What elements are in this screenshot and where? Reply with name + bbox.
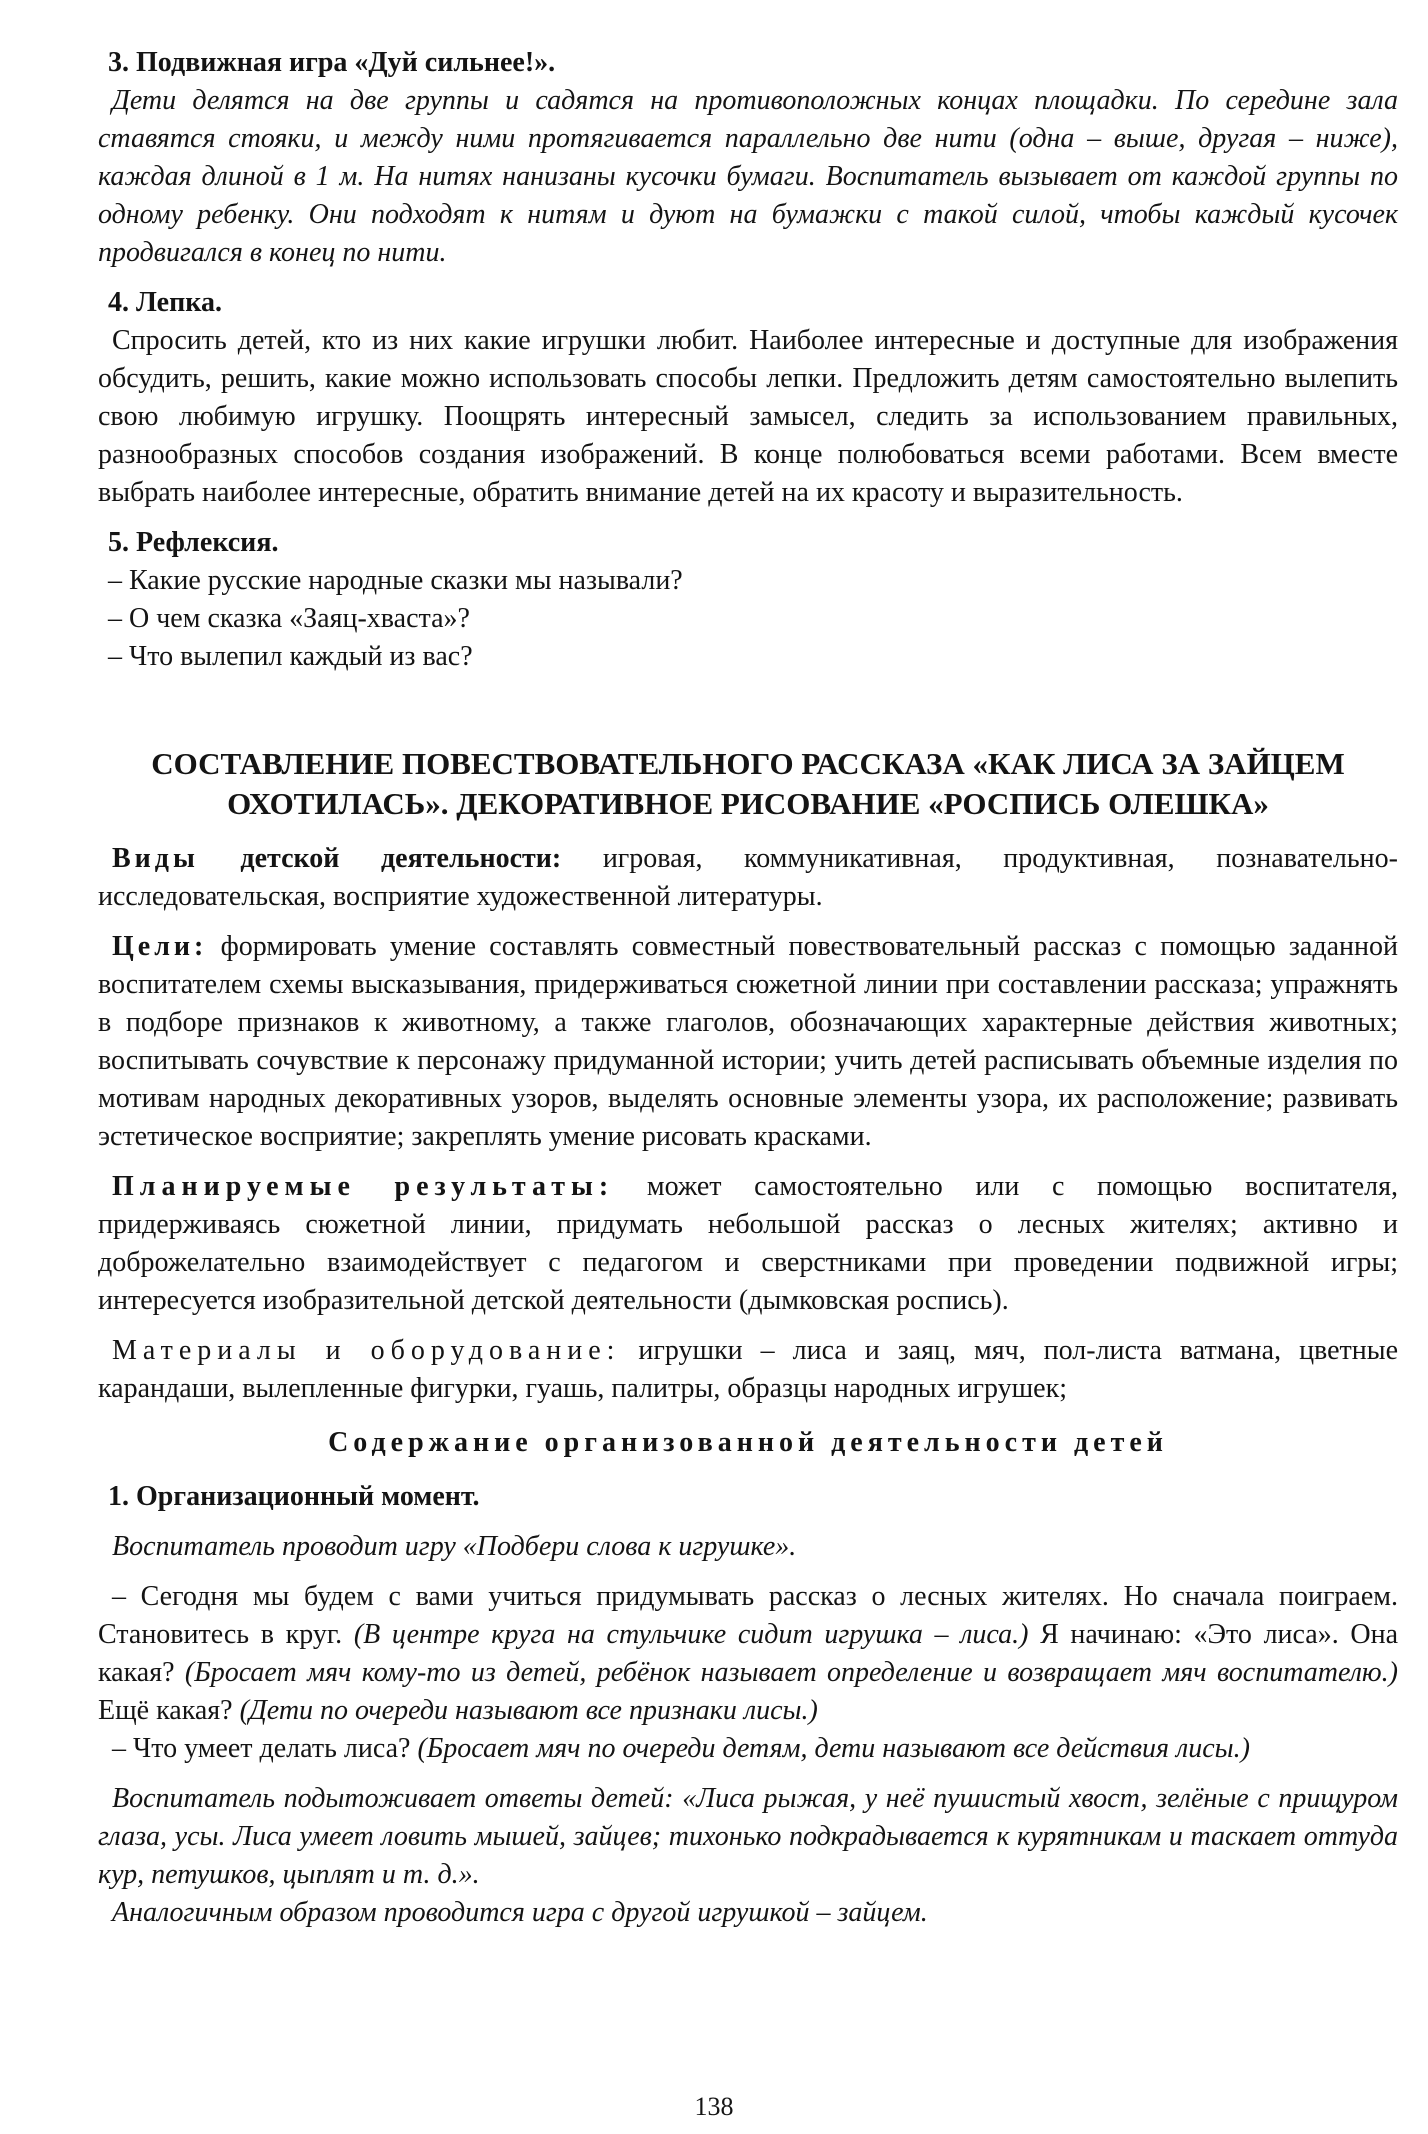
game-heading: 3. Подвижная игра «Дуй сильнее!». — [108, 47, 556, 78]
org-moment-paragraph-2 — [98, 1730, 1398, 1768]
page-content — [98, 44, 1398, 1932]
goals-label: Цели: — [112, 931, 208, 962]
game-description: Дети делятся на две группы и садятся на противоположных концах площадки. По середине зала ставятся стояки, и между ними протягивается параллельно две нити (одна – выше, другая – ниже), каждая длиной в 1 м. На нитях нанизаны кусочки бумаги. Воспитатель вызывает от каждой группы по одному ребенку. Они подходят к нитям и дуют на бумажки с такой силой, чтобы каждый кусочек продвигался в конец по нити. — [98, 85, 1398, 268]
activities-label-rest: детской деятельности: — [198, 843, 562, 874]
materials-label: Материалы и оборудование: — [112, 1335, 621, 1366]
org-moment-p1-part-d: (Бросает мяч кому-то из детей, ребёнок называет определение и возвращает мяч воспитателю.) — [184, 1657, 1398, 1688]
org-moment-p1-part-e: Ещё какая? — [98, 1695, 240, 1726]
results-text: может самостоятельно или с помощью воспитателя, придерживаясь сюжетной линии, придумать небольшой рассказ о лесных жителях; активно и доброжелательно взаимодействует с педагогом и сверстниками при проведении подвижной игры; интересуется изобразительной детской деятельности (дымковская роспись). — [98, 1171, 1398, 1316]
org-moment-p2-part-a: – Что умеет делать лиса? — [112, 1733, 418, 1764]
reflection-question-1: – Какие русские народные сказки мы называли? — [108, 565, 683, 596]
activities-label-word: Виды — [112, 843, 199, 874]
content-heading: Содержание организованной деятельности детей — [328, 1427, 1168, 1458]
reflection-question-3: – Что вылепил каждый из вас? — [108, 641, 473, 672]
org-moment-p1-part-c: Я начинаю: «Это лиса». Она какая? — [98, 1619, 1399, 1688]
lesson-title-line-1: СОСТАВЛЕНИЕ ПОВЕСТВОВАТЕЛЬНОГО РАССКАЗА «КАК ЛИСА ЗА ЗАЙЦЕМ — [151, 746, 1345, 781]
modeling-description: Спросить детей, кто из них какие игрушки любит. Наиболее интересные и доступные для изображения обсудить, решить, какие можно использовать способы лепки. Предложить детям самостоятельно вылепить свою любимую игрушку. Поощрять интересный замысел, следить за использованием правильных, разнообразных способов создания изображений. В конце полюбоваться всеми работами. Всем вместе выбрать наиболее интересные, обратить внимание детей на их красоту и выразительность. — [98, 325, 1398, 508]
reflection-heading: 5. Рефлексия. — [108, 527, 279, 558]
materials-paragraph — [98, 1332, 1398, 1408]
lesson-title-line-2: ОХОТИЛАСЬ». ДЕКОРАТИВНОЕ РИСОВАНИЕ «РОСПИСЬ ОЛЕШКА» — [227, 786, 1269, 821]
results-paragraph — [98, 1168, 1398, 1320]
activities-text: игровая, коммуникативная, продуктивная, познавательно-исследовательская, восприятие художественной литературы. — [98, 843, 1398, 912]
activities-paragraph — [98, 840, 1398, 916]
org-moment-paragraph-1 — [98, 1578, 1398, 1730]
page-number: 138 — [694, 2092, 734, 2121]
goals-paragraph — [98, 928, 1398, 1156]
materials-text: игрушки – лиса и заяц, мяч, пол-листа ватмана, цветные карандаши, вылепленные фигурки, гуашь, палитры, образцы народных игрушек; — [98, 1335, 1398, 1404]
org-moment-p1-part-b: (В центре круга на стульчике сидит игрушка – лиса.) — [353, 1619, 1029, 1650]
org-moment-p1-part-f: (Дети по очереди называют все признаки лисы.) — [239, 1695, 818, 1726]
org-moment-summary: Воспитатель подытоживает ответы детей: «Лиса рыжая, у неё пушистый хвост, зелёные с прищуром глаза, усы. Лиса умеет ловить мышей, зайцев; тихонько подкрадывается к курятникам и таскает оттуда кур, петушков, цыплят и т. д.». — [98, 1783, 1398, 1890]
goals-text: формировать умение составлять совместный повествовательный рассказ с помощью заданной воспитателем схемы высказывания, придерживаться сюжетной линии при составлении рассказа; упражнять в подборе признаков к животному, а также глаголов, обозначающих характерные действия животных; воспитывать сочувствие к персонажу придуманной истории; учить детей расписывать объемные изделия по мотивам народных декоративных узоров, выделять основные элементы узора, их расположение; развивать эстетическое восприятие; закреплять умение рисовать красками. — [98, 931, 1398, 1152]
modeling-heading: 4. Лепка. — [108, 287, 222, 318]
org-moment-intro: Воспитатель проводит игру «Подбери слова к игрушке». — [112, 1531, 797, 1562]
org-moment-heading: 1. Организационный момент. — [108, 1481, 480, 1512]
reflection-question-2: – О чем сказка «Заяц-хваста»? — [108, 603, 470, 634]
org-moment-p1-part-a: – Сегодня мы будем с вами учиться придумывать рассказ о лесных жителях. Но сначала поиграем. Становитесь в круг. — [98, 1581, 1398, 1650]
org-moment-analog: Аналогичным образом проводится игра с другой игрушкой – зайцем. — [112, 1897, 928, 1928]
org-moment-p2-part-b: (Бросает мяч по очереди детям, дети называют все действия лисы.) — [417, 1733, 1250, 1764]
results-label: Планируемые результаты: — [112, 1171, 615, 1202]
